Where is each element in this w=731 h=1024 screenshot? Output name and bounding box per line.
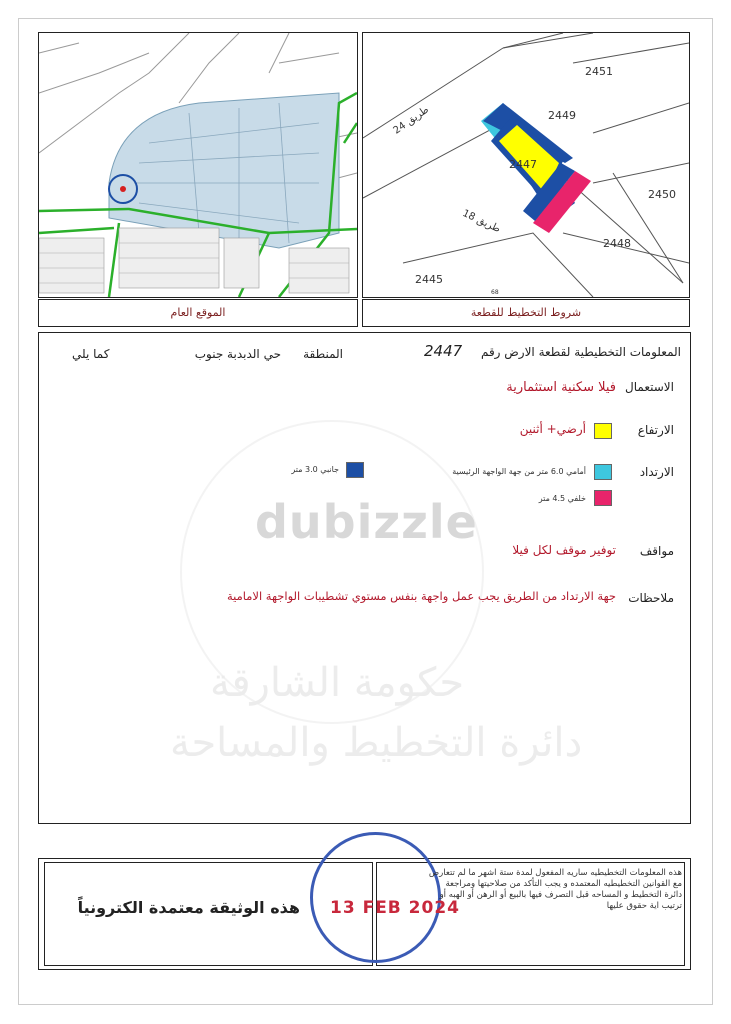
- parking-label: مواقف: [639, 544, 674, 558]
- notes-label: ملاحظات: [628, 591, 674, 605]
- electronic-approval-note: هذه الوثيقة معتمدة الكترونياً: [77, 898, 300, 917]
- height-swatch: [594, 423, 612, 439]
- area-value: حي الدبدبة جنوب: [194, 347, 281, 361]
- height-label: الارتفاع: [637, 423, 674, 437]
- plot-68-label: 68: [491, 289, 499, 296]
- plot-2448-label: 2448: [603, 237, 631, 250]
- side-setback-swatch: [346, 462, 364, 478]
- stamp-date: 13 FEB 2024: [330, 898, 460, 918]
- general-location-caption: [38, 299, 358, 327]
- plot-2445-label: 2445: [415, 273, 443, 286]
- setback-rear-value: خلفي 4.5 متر: [538, 494, 586, 503]
- plot-conditions-label: شروط التخطيط للقطعة: [470, 306, 582, 319]
- location-marker: [120, 186, 126, 192]
- plot-conditions-map: [362, 32, 690, 298]
- road-18-label: طريق 18: [460, 207, 502, 236]
- setback-side-value: جانبي 3.0 متر: [291, 465, 339, 474]
- road-24-label: طريق 24: [391, 104, 432, 137]
- location-map-svg: [39, 33, 357, 297]
- plot-2451-label: 2451: [585, 65, 613, 78]
- notes-value: جهة الارتداد من الطريق يجب عمل واجهة بنفس مستوي تشطيبات الواجهة الامامية: [226, 589, 616, 603]
- as-follows-text: كما يلي: [72, 347, 110, 361]
- general-location-label: الموقع العام: [170, 306, 226, 319]
- info-header-label: المعلومات التخطيطية لقطعة الارض رقم: [480, 345, 681, 359]
- front-setback-swatch: [594, 464, 612, 480]
- org-watermark-line2: دائرة التخطيط والمساحة: [170, 720, 583, 766]
- setback-label: الارتداد: [639, 465, 674, 479]
- setback-front-value: أمامي 6.0 متر من جهة الواجهة الرئيسية: [452, 467, 586, 476]
- plot-conditions-caption: [362, 299, 690, 327]
- height-value: أرضي+ أثنين: [519, 422, 586, 436]
- org-watermark-line1: حكومة الشارقة: [210, 660, 465, 706]
- use-label: الاستعمال: [625, 380, 674, 394]
- parking-value: توفير موقف لكل فيلا: [512, 543, 616, 557]
- plot-2450-label: 2450: [648, 188, 676, 201]
- dubizzle-watermark: dubizzle: [255, 495, 478, 549]
- area-label: المنطقة: [303, 347, 343, 361]
- validity-text: هذه المعلومات التخطيطيه ساريه المفعول لمدة ستة اشهر ما لم تتعارض مع القوانين التخطيطيه المعتمده و يجب التأكد من صلاحيتها ومراجعة دائرة التخطيط و المساحه قبل التصرف فيها بالبيع أو الرهن أو الهبه أو ترتيب اية حقوق عليها: [428, 868, 682, 911]
- rear-setback-swatch: [594, 490, 612, 506]
- general-location-map: [38, 32, 358, 298]
- use-value: فيلا سكنية استثمارية: [506, 380, 616, 395]
- plot-2449-label: 2449: [548, 109, 576, 122]
- plot-2447-label: 2447: [509, 158, 537, 171]
- plot-number-value: 2447: [424, 342, 463, 360]
